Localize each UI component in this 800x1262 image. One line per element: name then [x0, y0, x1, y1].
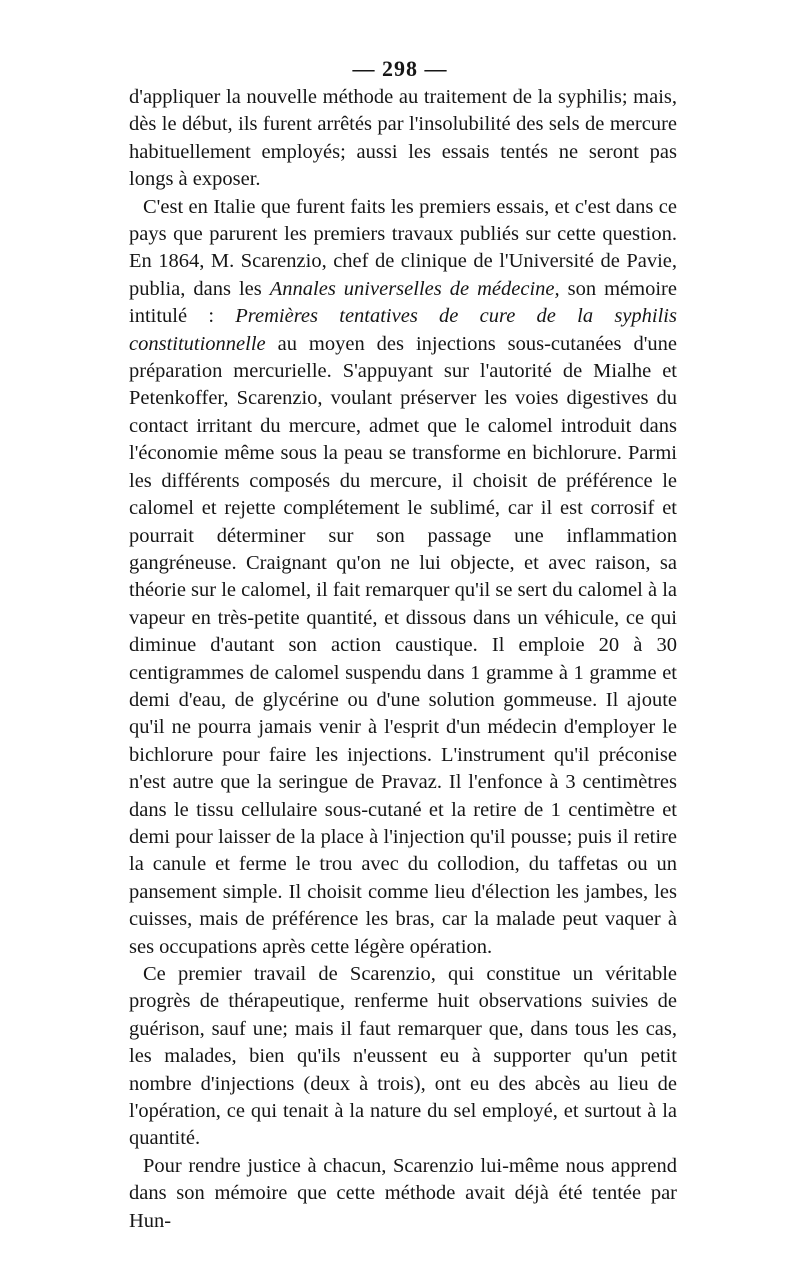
paragraph-2 — [129, 194, 677, 961]
paragraph-4: Pour rendre justice à chacun, Scarenzio lui-même nous apprend dans son mémoire que cette méthode avait déjà été tentée par Hun- — [129, 1154, 677, 1232]
paragraph-2-text-b: son mémoire intitulé : — [129, 277, 677, 328]
paragraph-2-text-c: au moyen des injections sous-cutanées d'une préparation mercurielle. S'appuyant sur l'autorité de Mialhe et Petenkoffer, Scarenzio, voulant préserver les voies digestives du contact irritant du mercure, admet que le calomel introduit dans l'économie même sous la peau se transforme en bichlorure. Parmi les différents composés du mercure, il choisit de préférence le calomel et rejette complétement le sublimé, car il est corrosif et pourrait déterminer sur son passage une inflammation gangréneuse. Craignant qu'on ne lui objecte, et avec raison, sa théorie sur le calomel, il fait remarquer qu'il se sert du calomel à la vapeur en très-petite quantité, et dissous dans un véhicule, ce qui diminue d'autant son action caustique. Il emploie 20 à 30 centigrammes de calomel suspendu dans 1 gramme à 1 gramme et demi d'eau, de glycérine ou d'une solution gommeuse. Il ajoute qu'il ne pourra jamais venir à l'esprit d'un médecin d'employer le bichlorure pour faire les injections. L'instrument qu'il préconise n'est autre que la seringue de Pravaz. Il l'enfonce à 3 centimètres dans le tissu cellulaire sous-cutané et la retire de 1 centimètre et demi pour laisser de la place à l'injection qu'il pousse; puis il retire la canule et ferme le trou avec du collodion, du taffetas ou un pansement simple. Il choisit comme lieu d'élection les jambes, les cuisses, mais de préférence les bras, car la malade peut vaquer à ses occupations après cette légère opération. — [129, 332, 677, 958]
page-number: — 298 — — [352, 56, 448, 81]
paragraph-2-text-a: C'est en Italie que furent faits les premiers essais, et c'est dans ce pays que parurent les premiers travaux publiés sur cette question. En 1864, M. Scarenzio, chef de clinique de l'Université de Pavie, publia, dans les — [129, 195, 677, 300]
body-text — [129, 84, 677, 1235]
journal-title: Annales universelles de médecine, — [269, 277, 560, 300]
paragraph-3: Ce premier travail de Scarenzio, qui constitue un véritable progrès de thérapeutique, renferme huit observations suivies de guérison, sauf une; mais il faut remarquer que, dans tous les cas, les malades, bien qu'ils n'eussent eu à supporter qu'un petit nombre d'injections (deux à trois), ont eu des abcès au lieu de l'opération, ce qui tenait à la nature du sel employé, et surtout à la quantité. — [129, 963, 677, 1150]
memoir-title: Premières tentatives de cure de la syphilis constitutionnelle — [129, 305, 677, 355]
paragraph-1: d'appliquer la nouvelle méthode au traitement de la syphilis; mais, dès le début, ils furent arrêtés par l'insolubilité des sels de mercure habituellement employés; aussi les essais tentés ne seront pas longs à exposer. — [129, 86, 677, 191]
